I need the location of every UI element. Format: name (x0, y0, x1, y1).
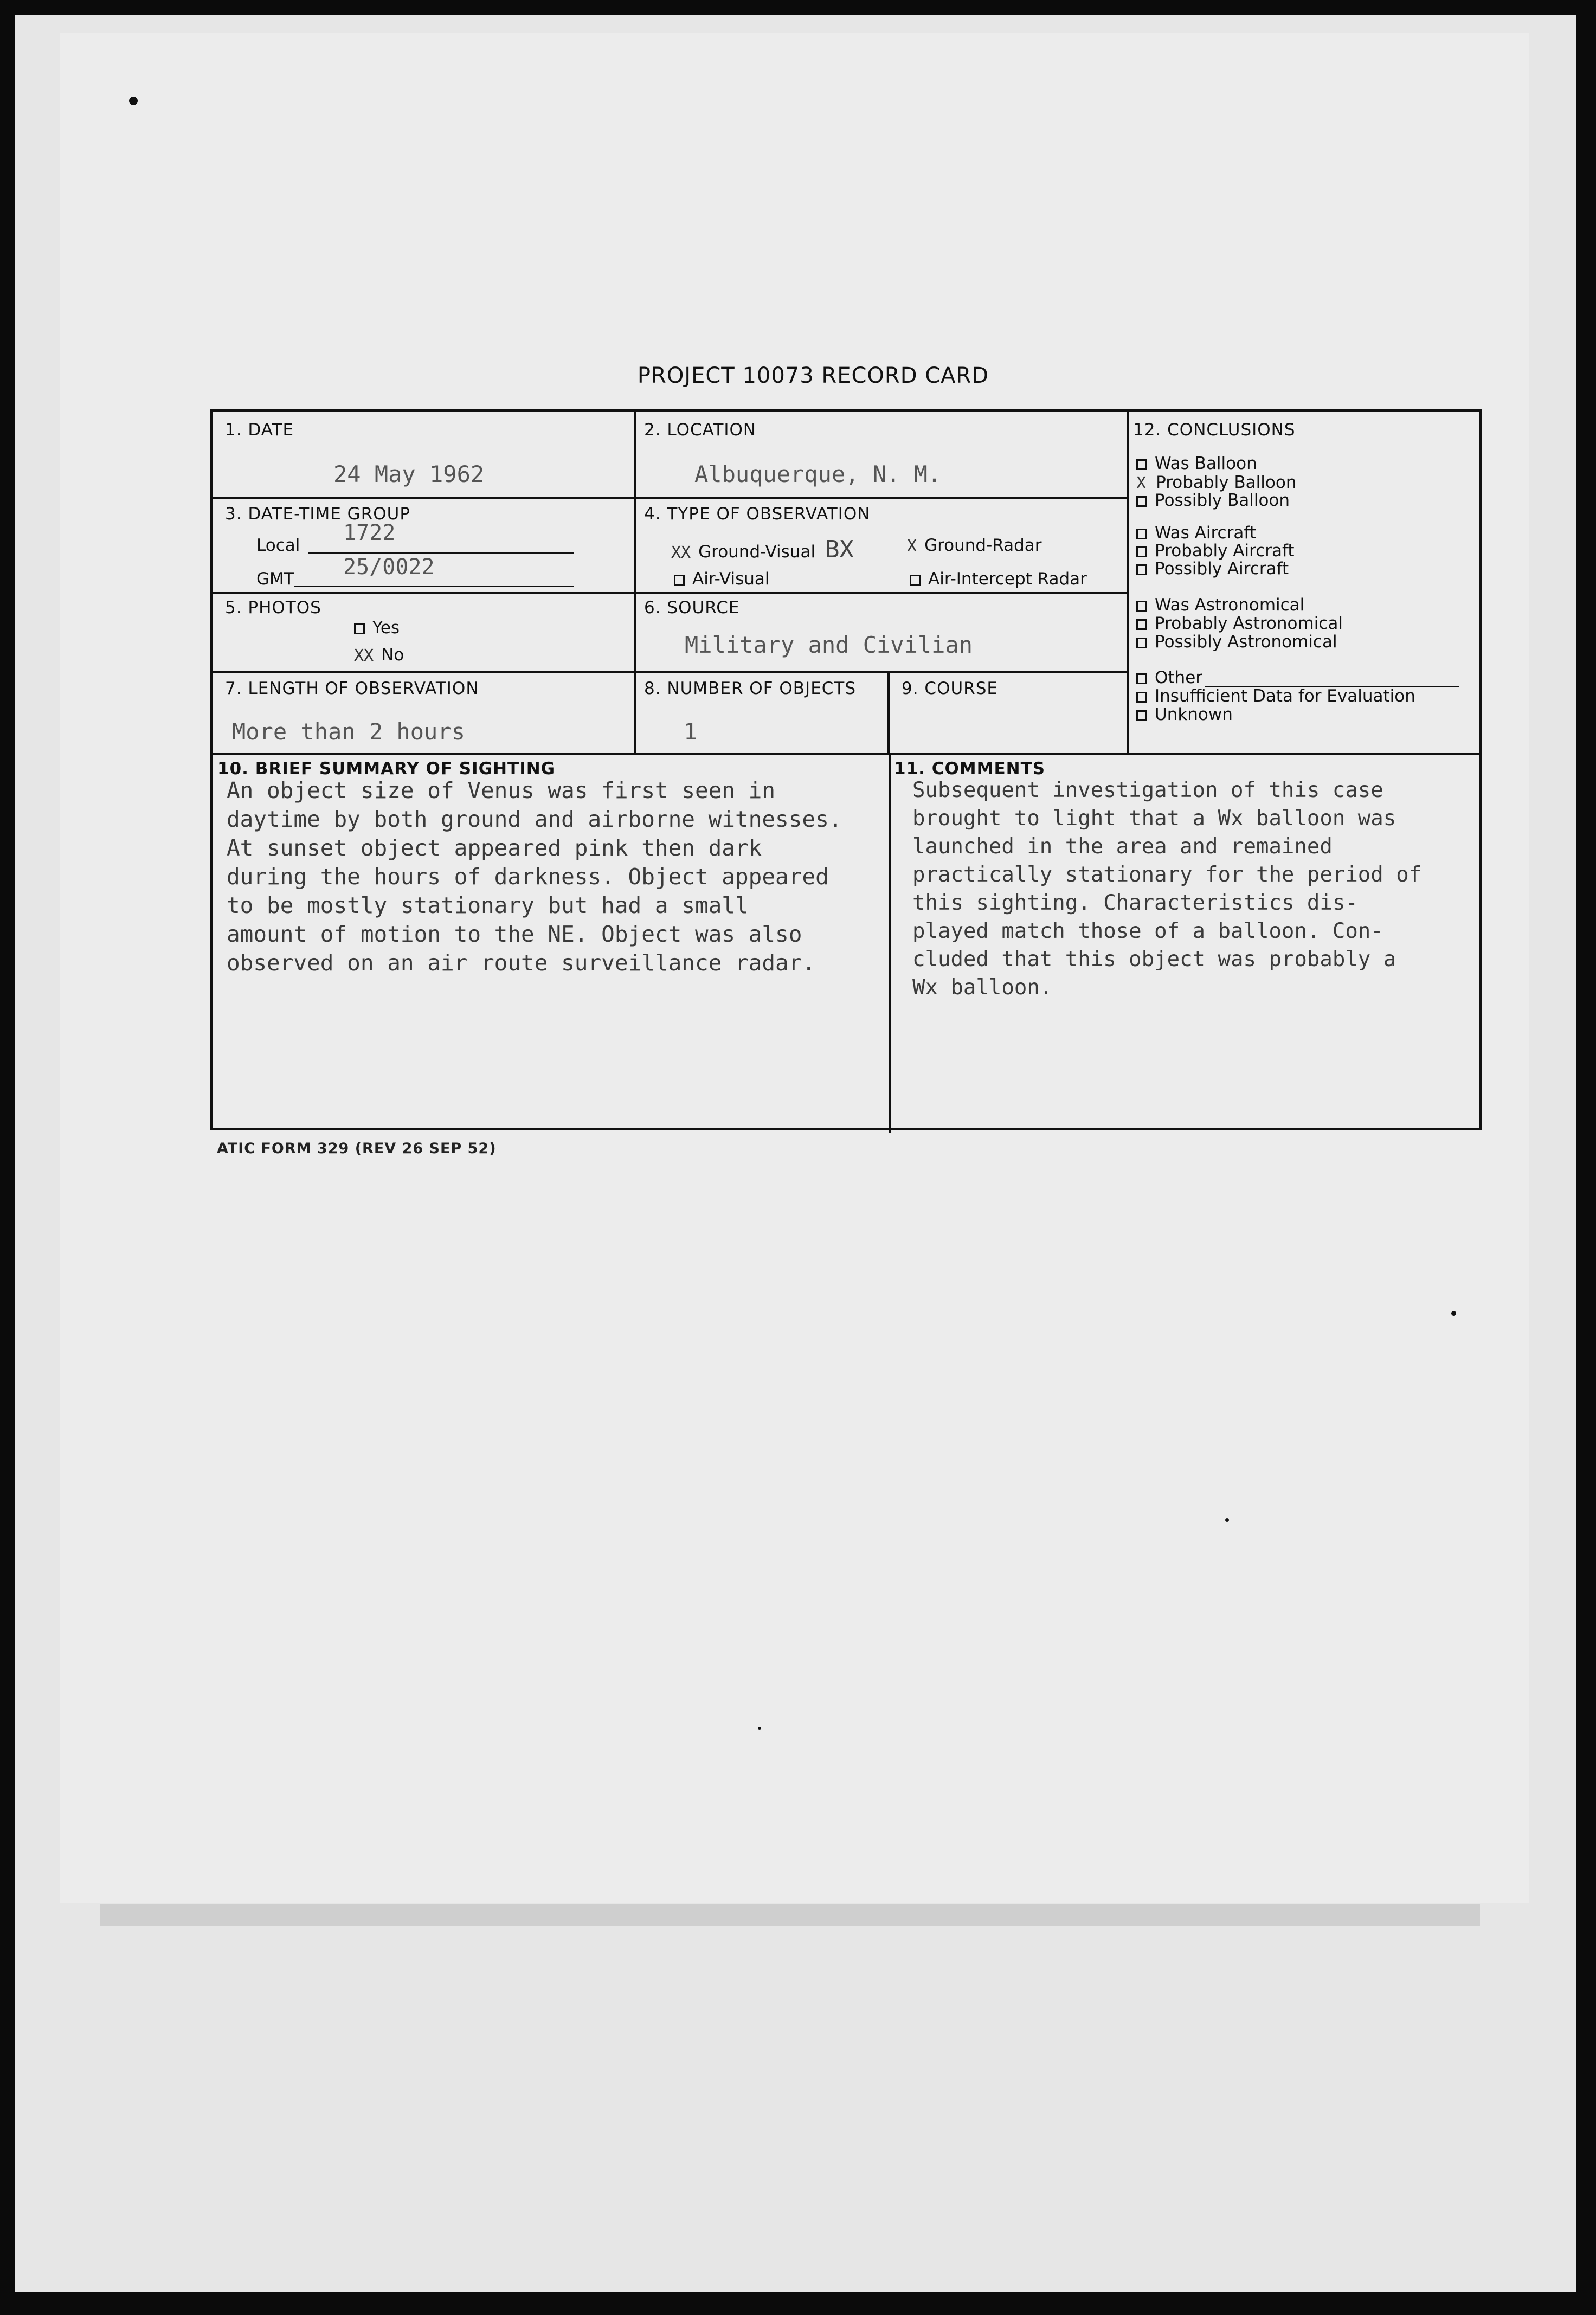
was-astronomical-checkbox (1136, 601, 1147, 612)
ground-visual-extra-mark: BX (825, 536, 854, 563)
number-of-objects-label: 8. NUMBER OF OBJECTS (644, 679, 857, 698)
comments-label: 11. COMMENTS (894, 759, 1046, 779)
length-of-observation-value: More than 2 hours (232, 718, 465, 745)
comments-line: Wx balloon. (912, 975, 1053, 1000)
other-checkbox (1136, 673, 1147, 684)
possibly-astronomical-option (1136, 632, 1337, 652)
air-intercept-radar-text: Air-Intercept Radar (928, 569, 1087, 589)
photos-yes-option (354, 618, 400, 638)
local-time-value: 1722 (343, 520, 396, 545)
ground-radar-option (907, 536, 1042, 556)
ground-radar-checkbox: X (907, 537, 917, 556)
possibly-aircraft-checkbox (1136, 564, 1147, 575)
divider (889, 754, 891, 1133)
photos-label: 5. PHOTOS (225, 598, 321, 618)
summary-line: to be mostly stationary but had a small (227, 892, 749, 918)
summary-line: amount of motion to the NE. Object was also (227, 921, 802, 947)
probably-balloon-checkbox: X (1136, 474, 1147, 493)
was-astronomical-option (1136, 595, 1304, 615)
summary-line: An object size of Venus was first seen in (227, 777, 776, 803)
photos-no-checkbox: XX (354, 646, 374, 665)
comments-line: played match those of a balloon. Con- (912, 919, 1383, 943)
air-visual-option (674, 569, 770, 589)
was-balloon-option (1136, 454, 1257, 473)
conclusions-label: 12. CONCLUSIONS (1133, 420, 1296, 440)
number-of-objects-value: 1 (684, 718, 698, 745)
possibly-aircraft-text: Possibly Aircraft (1155, 559, 1289, 578)
probably-aircraft-text: Probably Aircraft (1155, 541, 1295, 561)
divider (887, 671, 890, 754)
probably-balloon-option (1136, 473, 1296, 493)
photos-yes-checkbox (354, 623, 365, 634)
divider (1127, 412, 1129, 754)
sheet-shadow (100, 1904, 1480, 1926)
divider (213, 497, 1128, 499)
probably-astronomical-checkbox (1136, 619, 1147, 630)
form-number: ATIC FORM 329 (REV 26 SEP 52) (217, 1140, 497, 1157)
summary-line: At sunset object appeared pink then dark (227, 835, 762, 861)
dust-speck (1451, 1311, 1456, 1316)
summary-line: during the hours of darkness. Object appeared (227, 864, 829, 890)
possibly-aircraft-option (1136, 559, 1289, 578)
ground-visual-option (671, 536, 854, 563)
divider (634, 412, 636, 754)
air-visual-text: Air-Visual (692, 569, 770, 589)
record-form (210, 409, 1482, 1130)
insufficient-data-text: Insufficient Data for Evaluation (1155, 686, 1415, 706)
comments-text (912, 776, 1421, 1002)
gmt-time-value: 25/0022 (343, 555, 435, 580)
air-intercept-radar-checkbox (910, 575, 921, 586)
gmt-time-label: GMT (256, 569, 294, 589)
probably-astronomical-option (1136, 614, 1343, 633)
air-intercept-radar-option (910, 569, 1087, 589)
source-value: Military and Civilian (685, 632, 973, 658)
was-astronomical-text: Was Astronomical (1155, 595, 1305, 615)
was-aircraft-option (1136, 523, 1256, 543)
possibly-astronomical-text: Possibly Astronomical (1155, 632, 1337, 652)
summary-text (227, 776, 842, 978)
comments-line: launched in the area and remained (912, 834, 1333, 859)
divider (213, 592, 1128, 594)
date-value: 24 May 1962 (333, 461, 485, 487)
dust-speck (758, 1727, 761, 1730)
probably-aircraft-checkbox (1136, 546, 1147, 557)
unknown-option (1136, 705, 1233, 724)
course-label: 9. COURSE (902, 679, 998, 698)
ground-visual-text: Ground-Visual (698, 542, 816, 562)
local-time-label: Local (256, 536, 300, 555)
other-option (1136, 668, 1459, 687)
divider (213, 671, 1128, 673)
probably-astronomical-text: Probably Astronomical (1155, 614, 1343, 633)
dust-speck (129, 97, 138, 105)
date-label: 1. DATE (225, 420, 294, 440)
possibly-astronomical-checkbox (1136, 638, 1147, 648)
type-of-observation-label: 4. TYPE OF OBSERVATION (644, 504, 871, 524)
date-time-group-label: 3. DATE-TIME GROUP (225, 504, 411, 524)
air-visual-checkbox (674, 575, 685, 586)
ground-radar-text: Ground-Radar (924, 536, 1042, 555)
unknown-text: Unknown (1155, 705, 1233, 724)
other-line (1205, 675, 1459, 687)
comments-line: Subsequent investigation of this case (912, 778, 1383, 802)
photos-no-option (354, 645, 404, 665)
insufficient-data-option (1136, 686, 1415, 706)
other-text: Other (1155, 668, 1203, 687)
possibly-balloon-option (1136, 491, 1290, 510)
divider (213, 753, 1482, 755)
ground-visual-checkbox: XX (671, 543, 691, 562)
was-balloon-text: Was Balloon (1155, 454, 1257, 473)
photos-yes-text: Yes (372, 618, 400, 638)
was-aircraft-text: Was Aircraft (1155, 523, 1256, 543)
unknown-checkbox (1136, 710, 1147, 721)
possibly-balloon-text: Possibly Balloon (1155, 491, 1290, 510)
comments-line: this sighting. Characteristics dis- (912, 891, 1358, 915)
photos-no-text: No (381, 645, 404, 665)
comments-line: brought to light that a Wx balloon was (912, 806, 1397, 831)
source-label: 6. SOURCE (644, 598, 740, 618)
insufficient-data-checkbox (1136, 692, 1147, 703)
summary-line: daytime by both ground and airborne witnesses. (227, 806, 842, 832)
dust-speck (1225, 1518, 1229, 1522)
was-aircraft-checkbox (1136, 529, 1147, 539)
location-value: Albuquerque, N. M. (694, 461, 942, 487)
comments-line: practically stationary for the period of (912, 863, 1422, 887)
probably-aircraft-option (1136, 541, 1295, 561)
location-label: 2. LOCATION (644, 420, 757, 440)
possibly-balloon-checkbox (1136, 496, 1147, 507)
card-title: PROJECT 10073 RECORD CARD (637, 363, 989, 388)
probably-balloon-text: Probably Balloon (1156, 473, 1297, 492)
was-balloon-checkbox (1136, 459, 1147, 470)
length-of-observation-label: 7. LENGTH OF OBSERVATION (225, 679, 479, 698)
summary-line: observed on an air route surveillance radar. (227, 950, 816, 976)
comments-line: cluded that this object was probably a (912, 947, 1397, 972)
summary-label: 10. BRIEF SUMMARY OF SIGHTING (217, 759, 556, 779)
